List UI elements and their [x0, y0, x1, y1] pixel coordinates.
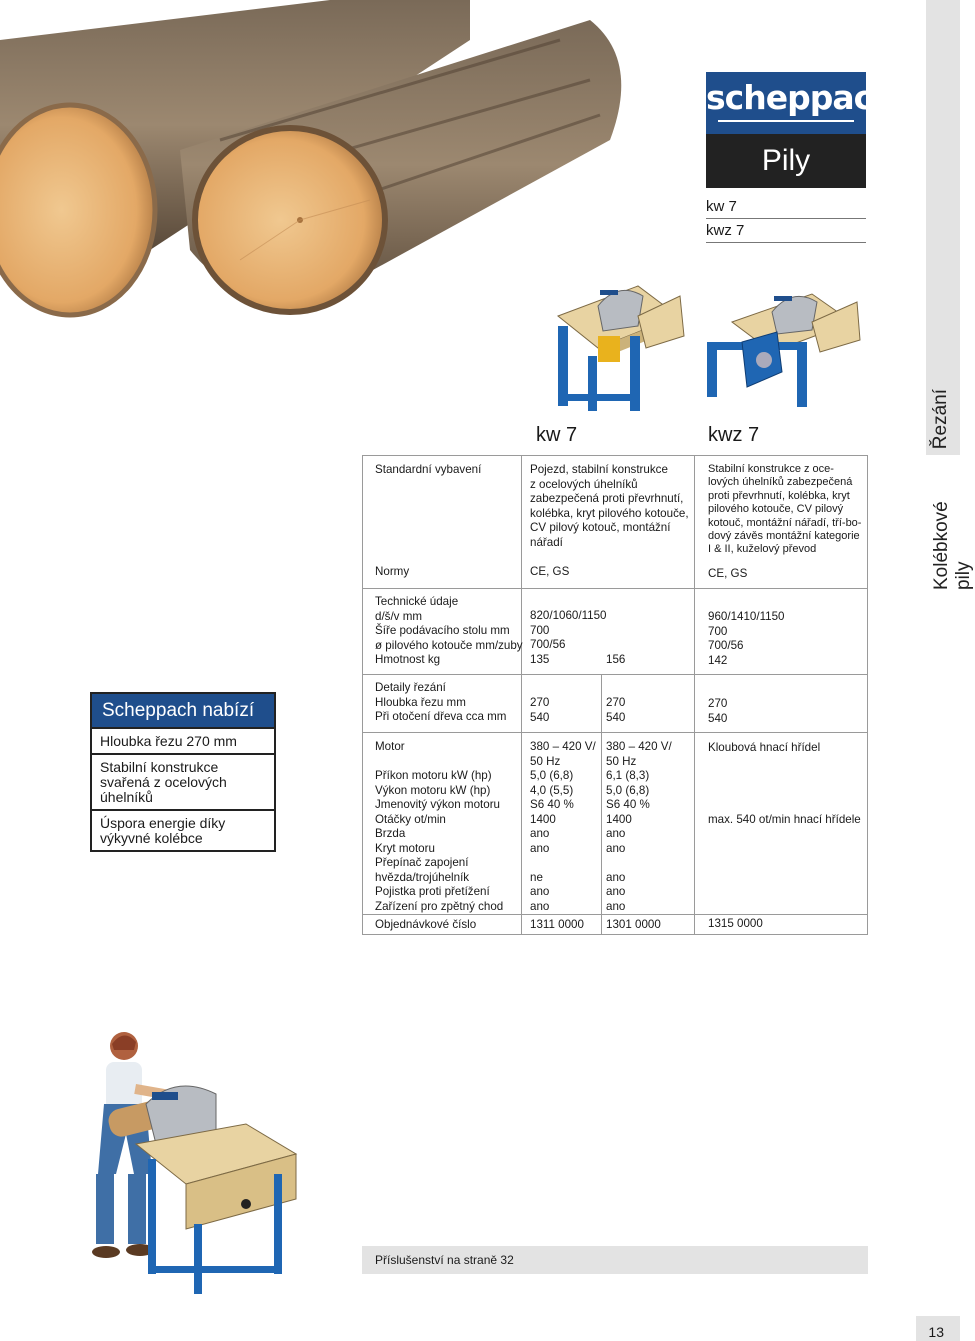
table-rule: [362, 732, 868, 733]
drive-shaft-kwz7: Kloubová hnací hřídel: [708, 741, 821, 754]
text-line: 380 – 420 V/: [530, 740, 596, 753]
cut-kwz7: [708, 697, 727, 726]
category-title-box: [706, 134, 866, 188]
text-line: 6,1 (8,3): [606, 769, 650, 782]
text-line: 540: [530, 710, 550, 724]
text-line: 820/1060/1150: [530, 609, 607, 622]
table-rule: [362, 674, 868, 675]
text-line: Stabilní konstrukce z oce-: [708, 463, 834, 475]
accessories-note: Příslušenství na straně 32: [375, 1253, 514, 1267]
text-line: 700/56: [708, 639, 744, 652]
text-line: 270: [606, 696, 626, 709]
text-line: Šíře podávacího stolu mm: [375, 624, 510, 637]
order-number-kw7: 1311 0000: [530, 918, 584, 931]
text-line: 700: [708, 624, 728, 638]
text-line: ano: [606, 841, 626, 855]
motor-kw7: [530, 740, 596, 914]
text-line: d/š/v mm: [375, 609, 423, 623]
cut-kw7-variant: [606, 696, 625, 725]
cut-kw7: [530, 696, 549, 725]
motor-labels: [375, 740, 503, 914]
text-line: ano: [606, 899, 626, 913]
order-number-kw7-variant: 1301 0000: [606, 918, 661, 931]
text-line: ano: [606, 827, 626, 840]
model-name-1: kw 7: [706, 198, 866, 219]
text-line: Jmenovitý výkon motoru: [375, 798, 501, 811]
accessories-note-box: [362, 1246, 868, 1274]
text-line: 960/1410/1150: [708, 610, 785, 623]
text-line: 135: [530, 652, 550, 666]
text-line: Kryt motoru: [375, 841, 435, 855]
weight-kw7-variant: 156: [606, 653, 626, 666]
text-line: 540: [606, 710, 626, 724]
text-line: ano: [606, 885, 626, 898]
scheppach-logo: [706, 72, 895, 134]
text-line: 270: [530, 696, 550, 709]
text-line: z ocelových úhelníků: [530, 477, 638, 491]
text-line: 700/56: [530, 638, 566, 651]
standard-equipment-kwz7: [708, 463, 861, 557]
text-line: 540: [708, 711, 728, 725]
offer-item: Hloubka řezu 270 mm: [92, 727, 274, 753]
standard-equipment-kw7: [530, 463, 689, 550]
text-line: kolébka, kryt pilového kotouče,: [530, 506, 689, 520]
text-line: Příkon motoru kW (hp): [375, 769, 492, 782]
text-line: [606, 856, 672, 871]
text-line: 50 Hz: [606, 754, 637, 768]
text-line: 50 Hz: [530, 754, 561, 768]
order-number-label: Objednávkové číslo: [375, 918, 477, 931]
text-line: hvězda/trojúhelník: [375, 870, 470, 884]
table-column-rule: [521, 455, 522, 935]
offers-title: Scheppach nabízí: [92, 694, 274, 727]
text-line: proti převrhnutí, kolébka, kryt: [708, 489, 850, 502]
technical-kw7: [530, 609, 607, 667]
text-line: CV pilový kotouč, montážní: [530, 521, 671, 534]
column-header-kwz7: kwz 7: [708, 424, 760, 446]
text-line: 1400: [530, 812, 556, 826]
text-line: ano: [530, 827, 550, 840]
text-line: 5,0 (6,8): [530, 769, 574, 782]
subsection-label: Kolébkové pily: [931, 501, 974, 590]
text-line: S6 40 %: [606, 798, 650, 811]
text-line: ano: [606, 870, 626, 884]
text-line: I & II, kuželový převod: [708, 543, 817, 556]
text-line: dový závěs montážní kategorie: [708, 530, 860, 543]
text-line: Zařízení pro zpětný chod: [375, 899, 504, 913]
table-rule: [362, 934, 868, 935]
table-rule: [362, 455, 868, 456]
text-line: kotouč, montážní nářadí, tří-bo-: [708, 516, 862, 529]
table-column-rule: [601, 674, 602, 934]
norms-label: Normy: [375, 565, 410, 578]
text-line: Hmotnost kg: [375, 653, 441, 666]
column-header-kw7: kw 7: [536, 424, 578, 446]
text-line: 5,0 (6,8): [606, 783, 650, 797]
text-line: [530, 856, 596, 871]
category-title: Pily: [761, 144, 811, 177]
worker-with-saw-photo: [76, 1024, 356, 1304]
text-line: Otáčky ot/min: [375, 812, 446, 826]
standard-equipment-label: Standardní vybavení: [375, 463, 482, 476]
text-line: Detaily řezání: [375, 681, 446, 694]
table-rule: [362, 914, 868, 915]
table-column-rule: [362, 455, 363, 935]
text-line: Brzda: [375, 827, 406, 840]
kw7-machine-image: [538, 276, 686, 416]
text-line: Výkon motoru kW (hp): [375, 783, 491, 797]
cut-labels: [375, 681, 506, 725]
table-column-rule: [694, 455, 695, 935]
text-line: 1400: [606, 812, 632, 826]
section-tab: [926, 0, 960, 455]
text-line: nářadí: [530, 535, 563, 549]
kwz7-machine-image: [702, 282, 862, 414]
text-line: ano: [530, 899, 550, 913]
text-line: Pojistka proti přetížení: [375, 885, 490, 898]
technical-labels: [375, 595, 523, 668]
norms-kw7: CE, GS: [530, 565, 570, 578]
offer-item: Stabilní konstrukce svařená z ocelových úhelníků: [92, 753, 274, 809]
scheppach-offers-box: [90, 692, 276, 852]
text-line: [375, 755, 503, 770]
text-line: S6 40 %: [530, 798, 574, 811]
model-name-2: kwz 7: [706, 222, 866, 243]
page-number: 13: [928, 1324, 944, 1340]
table-column-rule: [867, 455, 868, 935]
text-line: zabezpečená proti převrhnutí,: [530, 492, 684, 505]
text-line: ano: [530, 841, 550, 855]
logo-text: scheppach: [706, 78, 895, 117]
text-line: ano: [530, 885, 550, 898]
text-line: lových úhelníků zabezpečená: [708, 476, 853, 489]
norms-kwz7: CE, GS: [708, 567, 748, 580]
text-line: ne: [530, 870, 543, 884]
page-number-box: [916, 1316, 960, 1341]
motor-kw7-variant: [606, 740, 672, 914]
text-line: Hloubka řezu mm: [375, 695, 466, 709]
text-line: Přepínač zapojení: [375, 856, 469, 869]
shaft-speed-kwz7: max. 540 ot/min hnací hřídele: [708, 813, 861, 826]
text-line: ø pilového kotouče mm/zuby: [375, 638, 523, 652]
text-line: 700: [530, 623, 550, 637]
technical-kwz7: [708, 610, 785, 668]
text-line: Při otočení dřeva cca mm: [375, 710, 507, 723]
text-line: 4,0 (5,5): [530, 783, 574, 797]
text-line: Technické údaje: [375, 595, 459, 608]
text-line: 142: [708, 653, 728, 667]
text-line: 380 – 420 V/: [606, 740, 672, 753]
text-line: Pojezd, stabilní konstrukce: [530, 463, 668, 476]
text-line: Motor: [375, 740, 405, 753]
text-line: 270: [708, 697, 728, 710]
table-rule: [362, 588, 868, 589]
text-line: pilového kotouče, CV pilový: [708, 503, 844, 516]
logo-underline: [718, 120, 854, 122]
section-tab-label: Řezání: [930, 388, 951, 449]
order-number-kwz7: 1315 0000: [708, 917, 763, 930]
offer-item: Úspora energie díky výkyvné kolébce: [92, 809, 274, 850]
